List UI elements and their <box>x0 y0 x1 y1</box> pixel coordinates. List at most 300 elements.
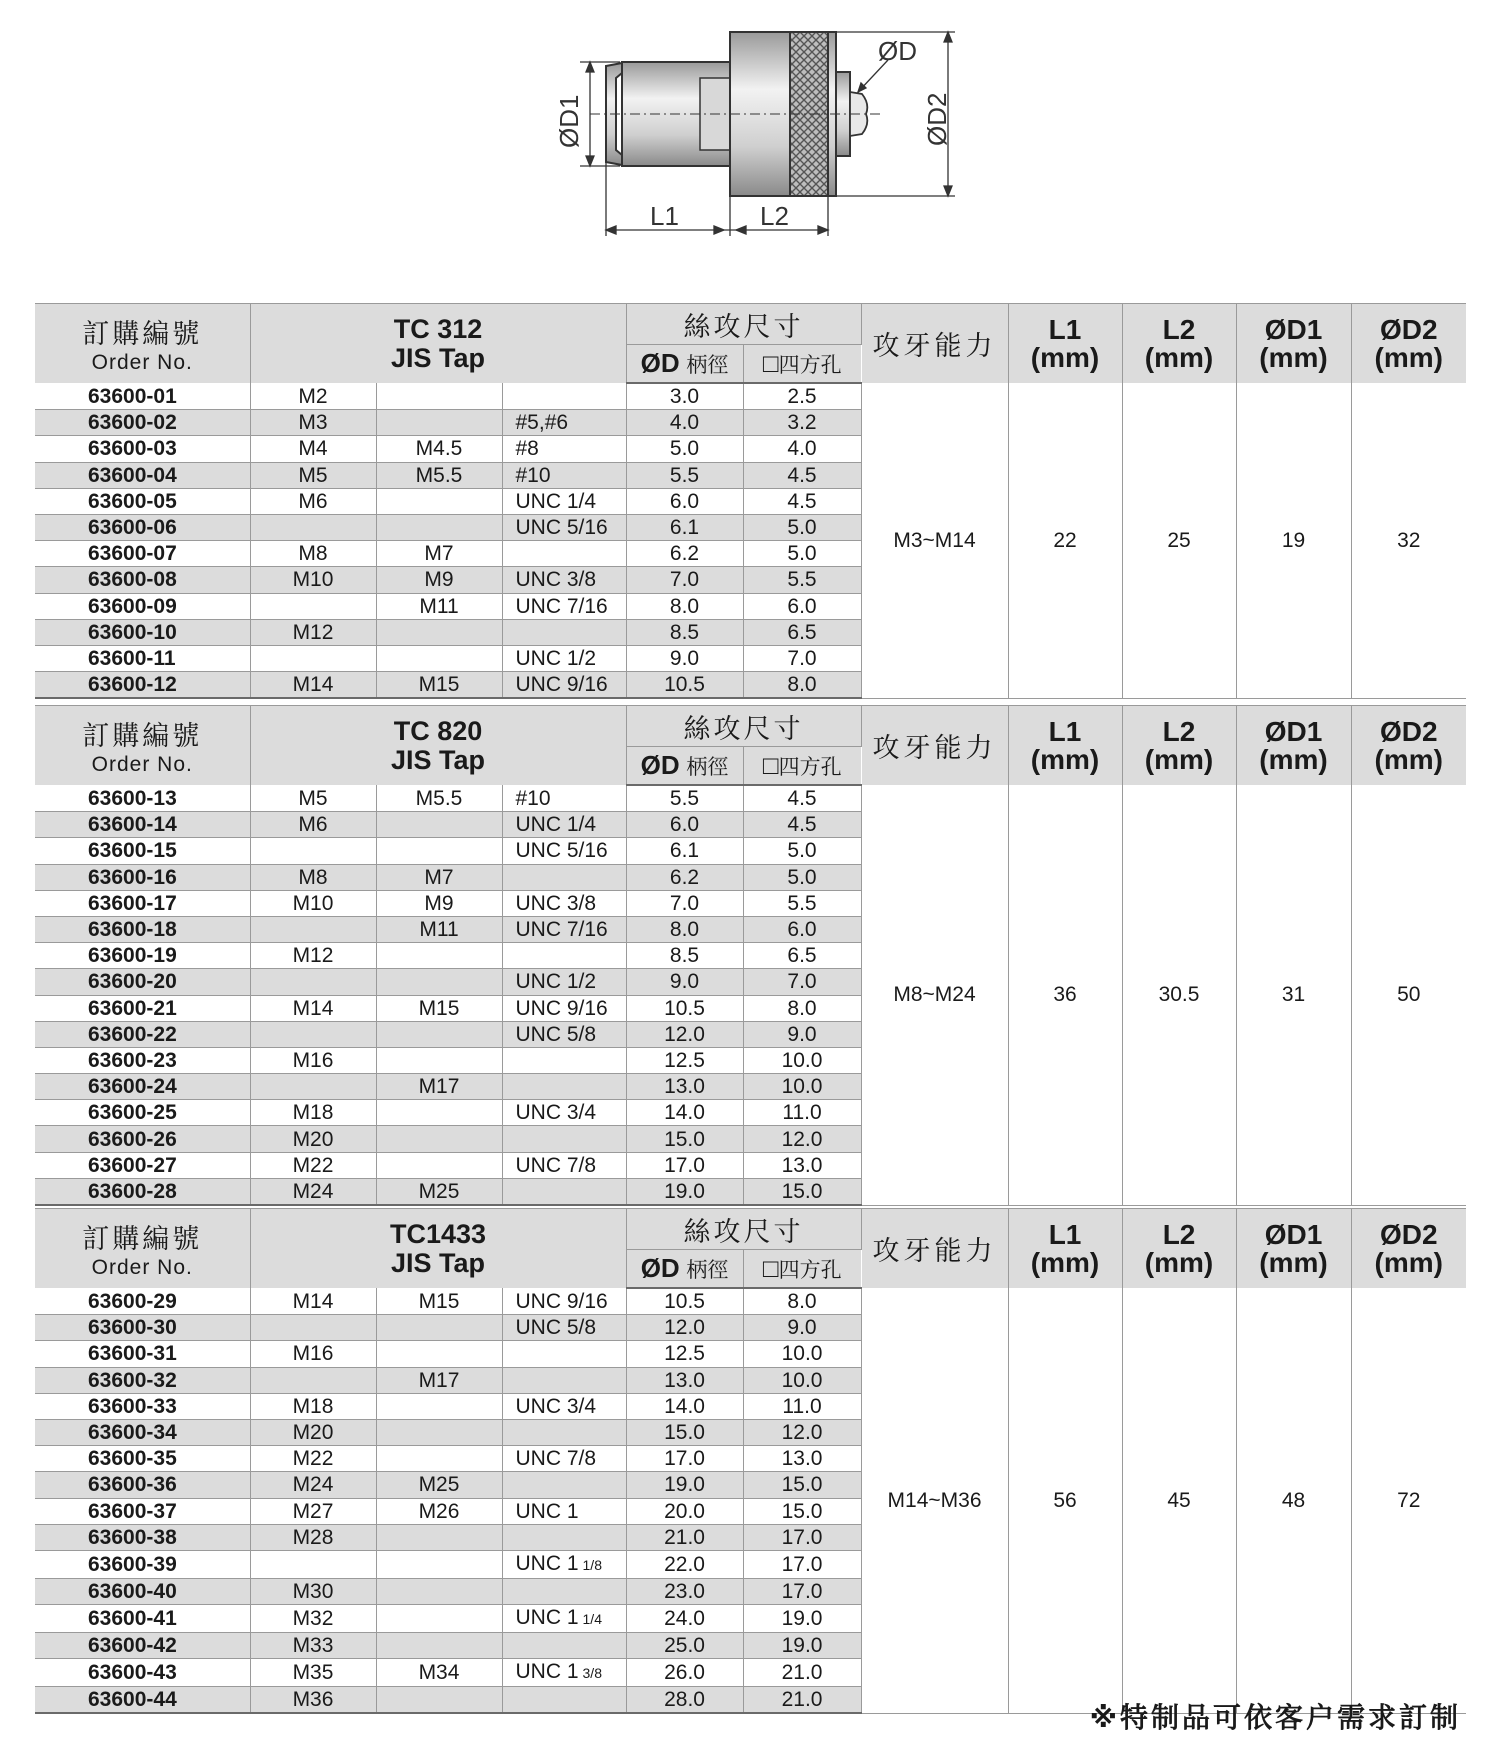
l2-unit-label: (mm) <box>1144 743 1214 775</box>
metric-alt-size: M9 <box>376 890 502 916</box>
capacity-value: M14~M36 <box>861 1288 1008 1713</box>
square-size: 17.0 <box>743 1550 861 1578</box>
metric-alt-size <box>376 1687 502 1714</box>
square-size: 8.0 <box>743 995 861 1021</box>
square-size: 10.0 <box>743 1367 861 1393</box>
model-sub-label: JIS Tap <box>391 1247 486 1278</box>
d2-value: 72 <box>1351 1288 1466 1713</box>
order-number: 63600-32 <box>35 1367 250 1393</box>
unc-size-main: UNC 1 <box>515 1551 579 1575</box>
metric-size: M14 <box>250 995 376 1021</box>
shank-diameter: 6.2 <box>626 541 743 567</box>
metric-size: M20 <box>250 1419 376 1445</box>
metric-alt-size: M15 <box>376 1288 502 1315</box>
unc-size <box>502 1659 626 1687</box>
header-l2 <box>1122 304 1236 384</box>
shank-diameter: 10.5 <box>626 995 743 1021</box>
shank-label: 柄徑 <box>686 755 729 779</box>
square-size: 12.0 <box>743 1126 861 1152</box>
square-size: 2.5 <box>743 383 861 410</box>
l1-unit-label: (mm) <box>1030 1246 1100 1278</box>
square-size: 3.2 <box>743 410 861 436</box>
order-number: 63600-28 <box>35 1178 250 1205</box>
shank-diameter: 13.0 <box>626 1367 743 1393</box>
unc-size: UNC 3/4 <box>502 1393 626 1419</box>
capacity-value: M8~M24 <box>861 785 1008 1205</box>
unc-size <box>502 541 626 567</box>
shank-diameter: 12.5 <box>626 1047 743 1073</box>
d1-value: 48 <box>1236 1288 1351 1713</box>
order-number: 63600-08 <box>35 567 250 593</box>
order-number: 63600-15 <box>35 838 250 864</box>
square-size: 8.0 <box>743 1288 861 1315</box>
header-l1 <box>1008 1209 1122 1289</box>
metric-size: M28 <box>250 1524 376 1550</box>
d2-label: ØD2 <box>1379 313 1438 345</box>
l1-value: 36 <box>1008 785 1122 1205</box>
square-size: 4.5 <box>743 462 861 488</box>
square-size: 21.0 <box>743 1659 861 1687</box>
square-size: 21.0 <box>743 1687 861 1714</box>
metric-alt-size <box>376 1152 502 1178</box>
unc-size: UNC 7/16 <box>502 593 626 619</box>
l2-value: 30.5 <box>1122 785 1236 1205</box>
shank-diameter: 28.0 <box>626 1687 743 1714</box>
unc-size <box>502 1047 626 1073</box>
unc-size-main: UNC 1 <box>515 1660 579 1684</box>
metric-size <box>250 645 376 671</box>
metric-alt-size <box>376 1341 502 1367</box>
unc-size <box>502 1178 626 1205</box>
square-size: 8.0 <box>743 672 861 699</box>
spec-table-3 <box>35 1208 1466 1714</box>
unc-size <box>502 1578 626 1604</box>
metric-size <box>250 514 376 540</box>
order-no-zh-label: 訂購編號 <box>82 1224 203 1255</box>
diagram-d-label: ØD <box>878 36 917 66</box>
metric-size: M5 <box>250 462 376 488</box>
order-number: 63600-21 <box>35 995 250 1021</box>
square-size: 10.0 <box>743 1341 861 1367</box>
shank-diameter: 19.0 <box>626 1178 743 1205</box>
header-tap-size <box>626 1209 861 1250</box>
square-size: 5.5 <box>743 890 861 916</box>
header-d2 <box>1351 1209 1466 1289</box>
shank-diameter: 5.0 <box>626 436 743 462</box>
unc-size: UNC 1 <box>502 1498 626 1524</box>
shank-diameter: 9.0 <box>626 969 743 995</box>
shank-diameter: 24.0 <box>626 1605 743 1633</box>
shank-diameter: 9.0 <box>626 645 743 671</box>
unc-size <box>502 383 626 410</box>
metric-alt-size <box>376 1633 502 1659</box>
metric-size: M30 <box>250 1578 376 1604</box>
square-size: 4.5 <box>743 812 861 838</box>
d2-unit-label: (mm) <box>1374 743 1443 775</box>
model-sub-label: JIS Tap <box>390 744 486 775</box>
metric-size: M2 <box>250 383 376 410</box>
l1-unit-label: (mm) <box>1030 341 1100 373</box>
metric-size: M16 <box>250 1341 376 1367</box>
shank-diameter: 7.0 <box>626 890 743 916</box>
diagram-d1-label: ØD1 <box>554 94 584 148</box>
metric-size: M24 <box>250 1178 376 1205</box>
shank-diameter: 15.0 <box>626 1126 743 1152</box>
order-number: 63600-03 <box>35 436 250 462</box>
order-number: 63600-44 <box>35 1687 250 1714</box>
diagram-l2-label: L2 <box>760 201 789 231</box>
metric-size: M14 <box>250 1288 376 1315</box>
order-no-en-label: Order No. <box>91 351 193 374</box>
order-number: 63600-01 <box>35 383 250 410</box>
unc-size <box>502 1341 626 1367</box>
shank-diameter: 6.1 <box>626 838 743 864</box>
order-number: 63600-29 <box>35 1288 250 1315</box>
d1-label: ØD1 <box>1264 715 1323 747</box>
order-number: 63600-11 <box>35 645 250 671</box>
order-number: 63600-34 <box>35 1419 250 1445</box>
unc-size <box>502 864 626 890</box>
metric-size <box>250 593 376 619</box>
metric-size: M4 <box>250 436 376 462</box>
square-size: 15.0 <box>743 1178 861 1205</box>
shank-diameter: 7.0 <box>626 567 743 593</box>
shank-diameter: 15.0 <box>626 1419 743 1445</box>
shank-diameter: 8.0 <box>626 593 743 619</box>
unc-size <box>502 1550 626 1578</box>
square-size: 17.0 <box>743 1578 861 1604</box>
metric-alt-size <box>376 1126 502 1152</box>
metric-alt-size <box>376 1446 502 1472</box>
d2-label: ØD2 <box>1379 1218 1438 1250</box>
unc-size: #10 <box>502 462 626 488</box>
table-row <box>35 383 1466 410</box>
metric-alt-size <box>376 1550 502 1578</box>
shank-diameter: 5.5 <box>626 785 743 812</box>
square-size: 4.5 <box>743 488 861 514</box>
square-size: 6.0 <box>743 916 861 942</box>
metric-alt-size: M9 <box>376 567 502 593</box>
unc-size <box>502 1633 626 1659</box>
unc-size-fraction: 1/8 <box>582 1556 602 1573</box>
shank-diameter: 12.0 <box>626 1315 743 1341</box>
header-l1 <box>1008 706 1122 786</box>
order-number: 63600-30 <box>35 1315 250 1341</box>
square-size: 5.0 <box>743 838 861 864</box>
diagram-l1-label: L1 <box>650 201 679 231</box>
metric-size <box>250 838 376 864</box>
header-l2 <box>1122 1209 1236 1289</box>
header-square-hole <box>743 345 861 384</box>
metric-size <box>250 1367 376 1393</box>
square-symbol: □ <box>762 1253 779 1283</box>
shank-label: 柄徑 <box>686 353 729 377</box>
metric-size: M3 <box>250 410 376 436</box>
metric-size: M8 <box>250 864 376 890</box>
unc-size <box>502 1687 626 1714</box>
header-shank-diameter <box>626 345 743 384</box>
metric-size: M10 <box>250 890 376 916</box>
diagram-d2-label: ØD2 <box>922 92 952 146</box>
tap-size-label: 絲攻尺寸 <box>683 1216 804 1248</box>
order-number: 63600-20 <box>35 969 250 995</box>
header-square-hole <box>743 1250 861 1289</box>
l2-unit-label: (mm) <box>1144 341 1214 373</box>
l1-label: L1 <box>1048 313 1082 345</box>
l2-label: L2 <box>1162 715 1196 747</box>
square-label: 四方孔 <box>778 353 842 377</box>
header-l1 <box>1008 304 1122 384</box>
metric-alt-size <box>376 969 502 995</box>
unc-size: UNC 3/4 <box>502 1100 626 1126</box>
header-capacity <box>861 706 1008 786</box>
unc-size <box>502 1419 626 1445</box>
order-number: 63600-18 <box>35 916 250 942</box>
square-symbol: □ <box>762 348 779 378</box>
square-size: 4.0 <box>743 436 861 462</box>
metric-alt-size: M11 <box>376 593 502 619</box>
metric-alt-size: M15 <box>376 672 502 699</box>
d2-unit-label: (mm) <box>1374 1246 1443 1278</box>
metric-alt-size: M7 <box>376 541 502 567</box>
metric-size <box>250 969 376 995</box>
header-capacity <box>861 304 1008 384</box>
metric-alt-size <box>376 488 502 514</box>
header-square-hole <box>743 747 861 786</box>
metric-size: M27 <box>250 1498 376 1524</box>
order-number: 63600-26 <box>35 1126 250 1152</box>
spec-table-1 <box>35 303 1466 699</box>
shank-diameter: 5.5 <box>626 462 743 488</box>
header-d1 <box>1236 304 1351 384</box>
unc-size-main: UNC 1 <box>515 1606 579 1630</box>
unc-size: #5,#6 <box>502 410 626 436</box>
square-size: 19.0 <box>743 1605 861 1633</box>
unc-size: UNC 9/16 <box>502 995 626 1021</box>
metric-alt-size <box>376 410 502 436</box>
shank-symbol: ØD <box>640 750 680 780</box>
table-row <box>35 785 1466 812</box>
order-number: 63600-33 <box>35 1393 250 1419</box>
d1-label: ØD1 <box>1264 313 1323 345</box>
unc-size: UNC 7/8 <box>502 1152 626 1178</box>
unc-size <box>502 619 626 645</box>
metric-alt-size <box>376 645 502 671</box>
metric-size <box>250 1074 376 1100</box>
order-number: 63600-22 <box>35 1021 250 1047</box>
metric-alt-size: M4.5 <box>376 436 502 462</box>
header-capacity <box>861 1209 1008 1289</box>
header-model <box>250 706 626 786</box>
square-size: 5.0 <box>743 541 861 567</box>
unc-size: UNC 7/16 <box>502 916 626 942</box>
unc-size: UNC 9/16 <box>502 672 626 699</box>
header-shank-diameter <box>626 747 743 786</box>
model-sub-label: JIS Tap <box>390 342 486 373</box>
d1-value: 31 <box>1236 785 1351 1205</box>
metric-alt-size <box>376 1315 502 1341</box>
order-number: 63600-19 <box>35 943 250 969</box>
unc-size: UNC 7/8 <box>502 1446 626 1472</box>
shank-symbol: ØD <box>640 1253 680 1283</box>
metric-size: M36 <box>250 1687 376 1714</box>
l2-value: 45 <box>1122 1288 1236 1713</box>
header-order-no <box>35 1209 250 1289</box>
metric-alt-size: M5.5 <box>376 785 502 812</box>
unc-size: UNC 3/8 <box>502 567 626 593</box>
order-number: 63600-09 <box>35 593 250 619</box>
header-order-no <box>35 706 250 786</box>
header-shank-diameter <box>626 1250 743 1289</box>
order-number: 63600-43 <box>35 1659 250 1687</box>
d2-value: 50 <box>1351 785 1466 1205</box>
order-number: 63600-16 <box>35 864 250 890</box>
model-name: TC1433 <box>389 1218 487 1249</box>
metric-size: M12 <box>250 943 376 969</box>
order-number: 63600-14 <box>35 812 250 838</box>
order-number: 63600-40 <box>35 1578 250 1604</box>
order-number: 63600-12 <box>35 672 250 699</box>
order-number: 63600-38 <box>35 1524 250 1550</box>
unc-size: UNC 5/16 <box>502 838 626 864</box>
shank-diameter: 12.5 <box>626 1341 743 1367</box>
metric-size: M10 <box>250 567 376 593</box>
metric-alt-size: M7 <box>376 864 502 890</box>
metric-alt-size <box>376 943 502 969</box>
square-size: 9.0 <box>743 1315 861 1341</box>
tap-size-label: 絲攻尺寸 <box>683 713 804 745</box>
square-size: 17.0 <box>743 1524 861 1550</box>
metric-size: M32 <box>250 1605 376 1633</box>
square-size: 5.0 <box>743 864 861 890</box>
model-name: TC 820 <box>393 715 483 746</box>
unc-size <box>502 943 626 969</box>
square-size: 6.0 <box>743 593 861 619</box>
shank-diameter: 6.0 <box>626 812 743 838</box>
metric-size: M14 <box>250 672 376 699</box>
header-tap-size <box>626 304 861 345</box>
metric-alt-size <box>376 619 502 645</box>
l2-label: L2 <box>1162 1218 1196 1250</box>
order-no-en-label: Order No. <box>91 1256 193 1279</box>
metric-size: M16 <box>250 1047 376 1073</box>
square-size: 4.5 <box>743 785 861 812</box>
unc-size: UNC 1/2 <box>502 969 626 995</box>
order-number: 63600-35 <box>35 1446 250 1472</box>
unc-size: UNC 5/8 <box>502 1021 626 1047</box>
metric-alt-size <box>376 383 502 410</box>
metric-size <box>250 916 376 942</box>
d2-unit-label: (mm) <box>1374 341 1443 373</box>
metric-alt-size <box>376 1100 502 1126</box>
metric-alt-size: M15 <box>376 995 502 1021</box>
order-number: 63600-36 <box>35 1472 250 1498</box>
order-no-en-label: Order No. <box>91 753 193 776</box>
shank-diameter: 8.0 <box>626 916 743 942</box>
square-size: 11.0 <box>743 1100 861 1126</box>
d1-value: 19 <box>1236 383 1351 698</box>
unc-size-fraction: 1/4 <box>582 1611 602 1628</box>
square-size: 5.0 <box>743 514 861 540</box>
unc-size <box>502 1605 626 1633</box>
square-size: 10.0 <box>743 1047 861 1073</box>
shank-diameter: 10.5 <box>626 1288 743 1315</box>
header-d2 <box>1351 706 1466 786</box>
shank-diameter: 23.0 <box>626 1578 743 1604</box>
header-d2 <box>1351 304 1466 384</box>
metric-alt-size <box>376 1021 502 1047</box>
unc-size: UNC 9/16 <box>502 1288 626 1315</box>
metric-size: M12 <box>250 619 376 645</box>
metric-size: M6 <box>250 488 376 514</box>
unc-size <box>502 1126 626 1152</box>
metric-size <box>250 1315 376 1341</box>
l1-unit-label: (mm) <box>1030 743 1100 775</box>
order-number: 63600-07 <box>35 541 250 567</box>
unc-size: UNC 1/4 <box>502 488 626 514</box>
square-size: 7.0 <box>743 969 861 995</box>
order-no-zh-label: 訂購編號 <box>82 721 203 752</box>
d2-label: ØD2 <box>1379 715 1438 747</box>
order-number: 63600-24 <box>35 1074 250 1100</box>
unc-size <box>502 1472 626 1498</box>
unc-size: UNC 3/8 <box>502 890 626 916</box>
metric-alt-size: M34 <box>376 1659 502 1687</box>
square-size: 5.5 <box>743 567 861 593</box>
metric-alt-size: M17 <box>376 1367 502 1393</box>
order-number: 63600-02 <box>35 410 250 436</box>
metric-alt-size <box>376 514 502 540</box>
l2-value: 25 <box>1122 383 1236 698</box>
unc-size: UNC 1/2 <box>502 645 626 671</box>
shank-label: 柄徑 <box>686 1258 729 1282</box>
shank-diameter: 14.0 <box>626 1100 743 1126</box>
metric-size: M35 <box>250 1659 376 1687</box>
unc-size: #8 <box>502 436 626 462</box>
capacity-value: M3~M14 <box>861 383 1008 698</box>
unc-size <box>502 1367 626 1393</box>
order-number: 63600-04 <box>35 462 250 488</box>
shank-diameter: 6.0 <box>626 488 743 514</box>
shank-diameter: 8.5 <box>626 619 743 645</box>
tap-size-label: 絲攻尺寸 <box>683 311 804 343</box>
square-size: 15.0 <box>743 1498 861 1524</box>
metric-size: M8 <box>250 541 376 567</box>
metric-alt-size <box>376 812 502 838</box>
shank-diameter: 12.0 <box>626 1021 743 1047</box>
header-d1 <box>1236 1209 1351 1289</box>
order-number: 63600-10 <box>35 619 250 645</box>
unc-size <box>502 1524 626 1550</box>
metric-size: M22 <box>250 1446 376 1472</box>
metric-size: M5 <box>250 785 376 812</box>
spec-table-2 <box>35 705 1466 1206</box>
shank-diameter: 22.0 <box>626 1550 743 1578</box>
table-row <box>35 1288 1466 1315</box>
metric-size <box>250 1021 376 1047</box>
shank-diameter: 17.0 <box>626 1446 743 1472</box>
metric-size: M6 <box>250 812 376 838</box>
l1-label: L1 <box>1048 1218 1082 1250</box>
order-number: 63600-13 <box>35 785 250 812</box>
metric-alt-size: M17 <box>376 1074 502 1100</box>
order-number: 63600-39 <box>35 1550 250 1578</box>
square-label: 四方孔 <box>778 755 842 779</box>
square-size: 6.5 <box>743 619 861 645</box>
header-d1 <box>1236 706 1351 786</box>
shank-diameter: 10.5 <box>626 672 743 699</box>
shank-diameter: 19.0 <box>626 1472 743 1498</box>
